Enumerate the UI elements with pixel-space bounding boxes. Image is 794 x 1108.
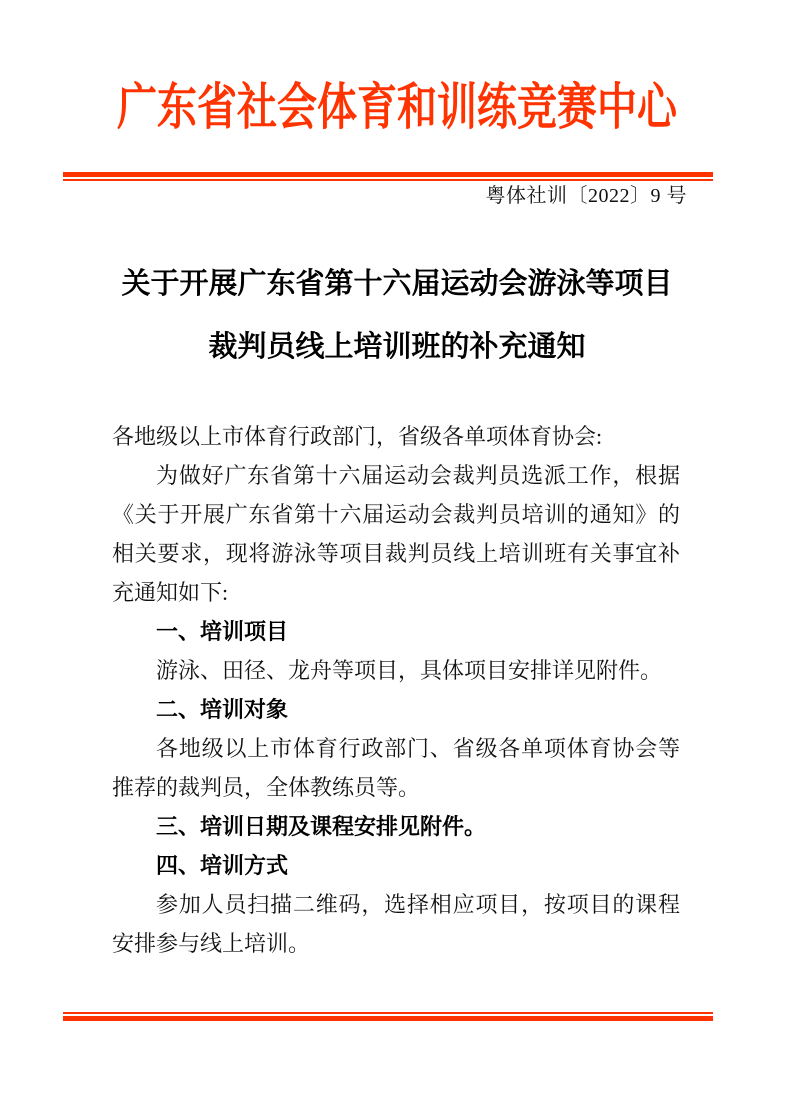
document-title-line2: 裁判员线上培训班的补充通知 [208, 331, 586, 363]
document-body [112, 417, 680, 963]
section-paragraph-4: 参加人员扫描二维码，选择相应项目，按项目的课程安排参与线上培训。 [112, 892, 680, 956]
document-title-line1: 关于开展广东省第十六届运动会游泳等项目 [121, 268, 673, 300]
document-number: 粤体社训〔2022〕9 号 [485, 185, 687, 207]
section-heading-4: 四、培训方式 [156, 853, 289, 878]
section-paragraph-2: 各地级以上市体育行政部门、省级各单项体育协会等推荐的裁判员，全体教练员等。 [112, 736, 680, 800]
letterhead-double-rule [63, 172, 713, 181]
section-paragraph-1: 游泳、田径、龙舟等项目，具体项目安排详见附件。 [156, 658, 663, 683]
intro-paragraph: 为做好广东省第十六届运动会裁判员选派工作，根据《关于开展广东省第十六届运动会裁判员培训的通知》的相关要求，现将游泳等项目裁判员线上培训班有关事宜补充通知如下: [112, 463, 680, 605]
section-heading-3: 三、培训日期及课程安排见附件。 [156, 814, 487, 839]
salutation: 各地级以上市体育行政部门，省级各单项体育协会: [112, 424, 603, 449]
rule-thick-line [63, 1016, 713, 1021]
rule-thin-line [63, 179, 713, 181]
section-heading-2: 二、培训对象 [156, 697, 289, 722]
section-heading-1: 一、培训项目 [156, 619, 289, 644]
document-title [0, 253, 794, 379]
footer-double-rule [63, 1012, 713, 1021]
letterhead-org-name: 广东省社会体育和训练竞赛中心 [117, 79, 677, 135]
